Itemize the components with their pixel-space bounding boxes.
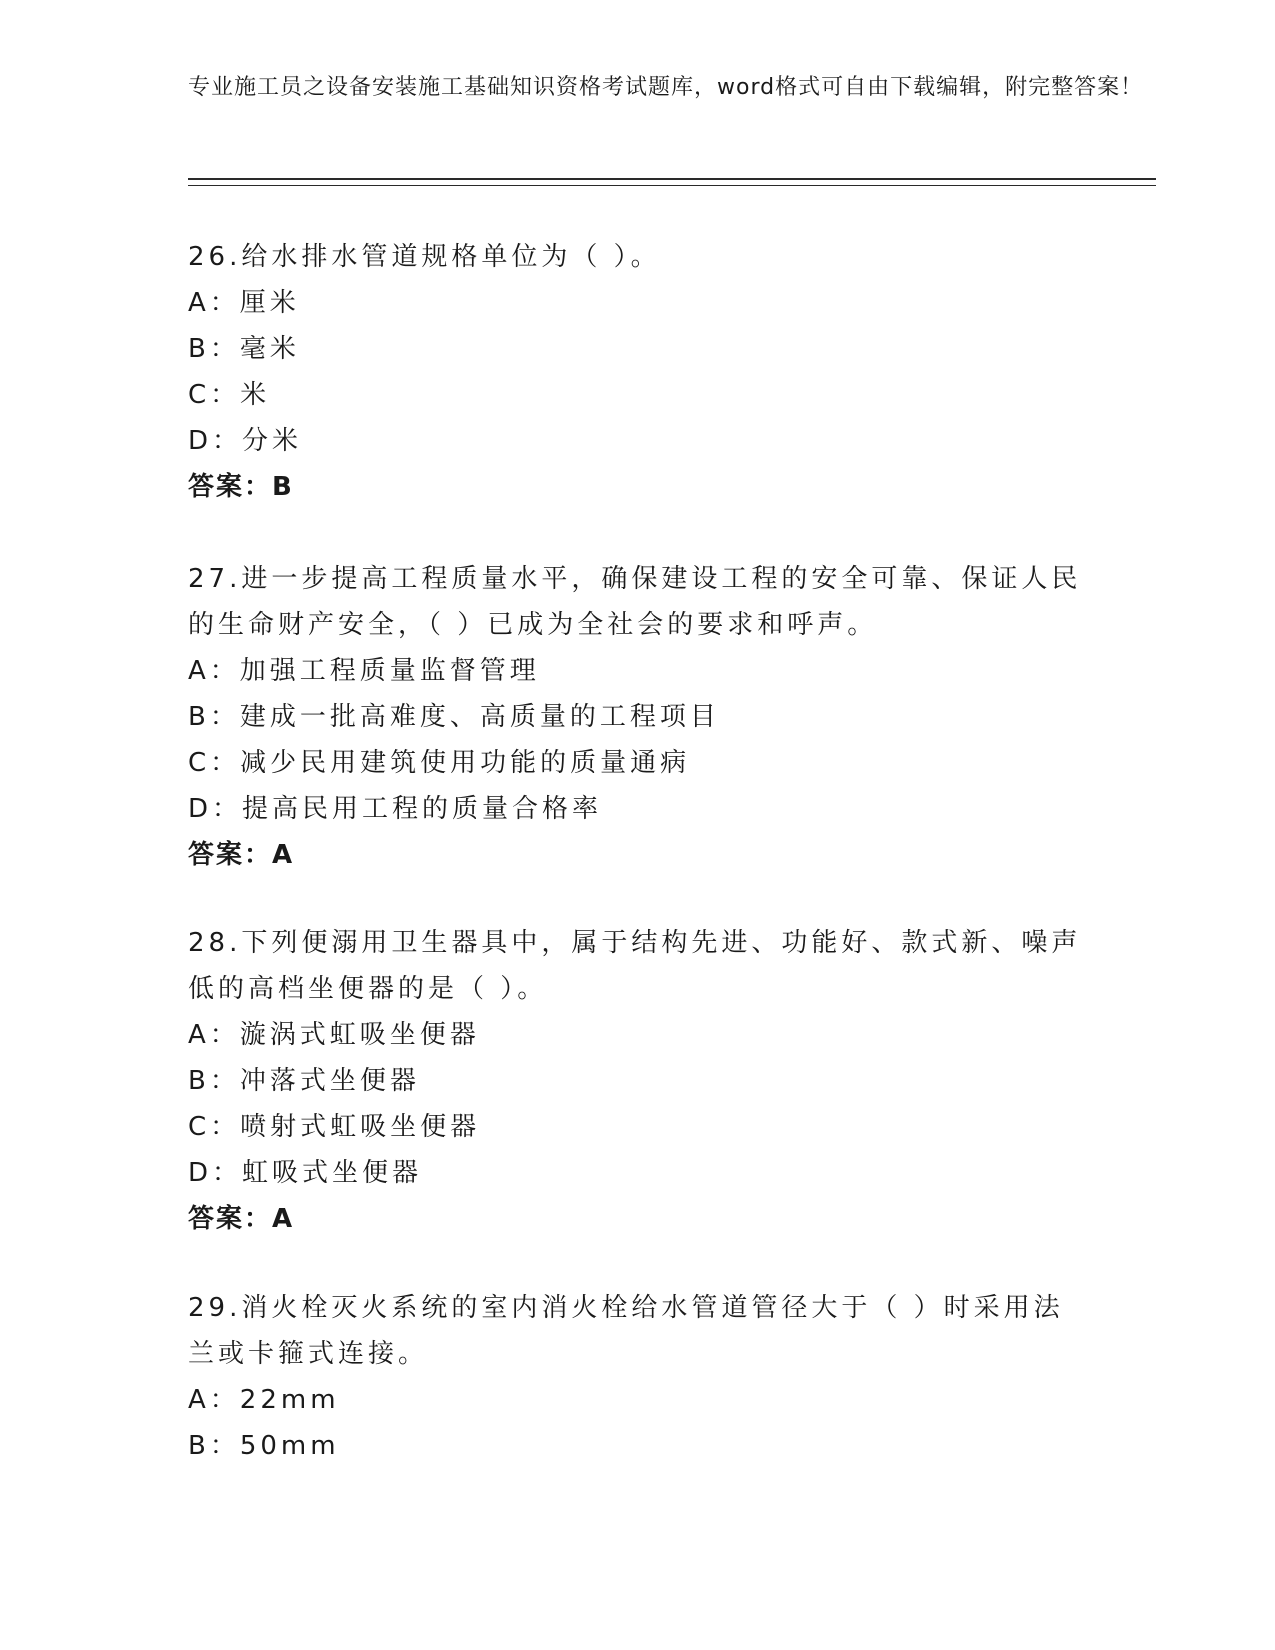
question-27: [188, 556, 1088, 878]
option-d: D：提高民用工程的质量合格率: [188, 794, 603, 824]
question-stem: 27.进一步提高工程质量水平，确保建设工程的安全可靠、保证人民的生命财产安全，（ ）已成为全社会的要求和呼声。: [188, 564, 1082, 640]
option-b: B：毫米: [188, 334, 300, 364]
question-26: [188, 234, 1088, 510]
option-b: B：50mm: [188, 1431, 340, 1461]
question-28: [188, 920, 1088, 1242]
option-a: A：漩涡式虹吸坐便器: [188, 1020, 480, 1050]
option-b: B：建成一批高难度、高质量的工程项目: [188, 702, 720, 732]
header-divider: [188, 178, 1156, 186]
question-29: [188, 1285, 1088, 1469]
option-c: C：米: [188, 380, 271, 410]
answer-line: 答案：A: [188, 1204, 295, 1234]
option-a: A：厘米: [188, 288, 300, 318]
option-a: A：22mm: [188, 1385, 340, 1415]
document-header: 专业施工员之设备安装施工基础知识资格考试题库，word格式可自由下载编辑，附完整答案！: [188, 75, 1144, 100]
option-a: A：加强工程质量监督管理: [188, 656, 540, 686]
option-c: C：减少民用建筑使用功能的质量通病: [188, 748, 691, 778]
option-d: D：虹吸式坐便器: [188, 1158, 423, 1188]
question-stem: 26.给水排水管道规格单位为（ ）。: [188, 242, 661, 272]
answer-line: 答案：A: [188, 840, 295, 870]
option-d: D：分米: [188, 426, 303, 456]
answer-line: 答案：B: [188, 472, 294, 502]
option-b: B：冲落式坐便器: [188, 1066, 420, 1096]
option-c: C：喷射式虹吸坐便器: [188, 1112, 481, 1142]
question-stem: 29.消火栓灭火系统的室内消火栓给水管道管径大于（ ）时采用法兰或卡箍式连接。: [188, 1293, 1064, 1369]
question-stem: 28.下列便溺用卫生器具中，属于结构先进、功能好、款式新、噪声低的高档坐便器的是（ ）。: [188, 928, 1082, 1004]
